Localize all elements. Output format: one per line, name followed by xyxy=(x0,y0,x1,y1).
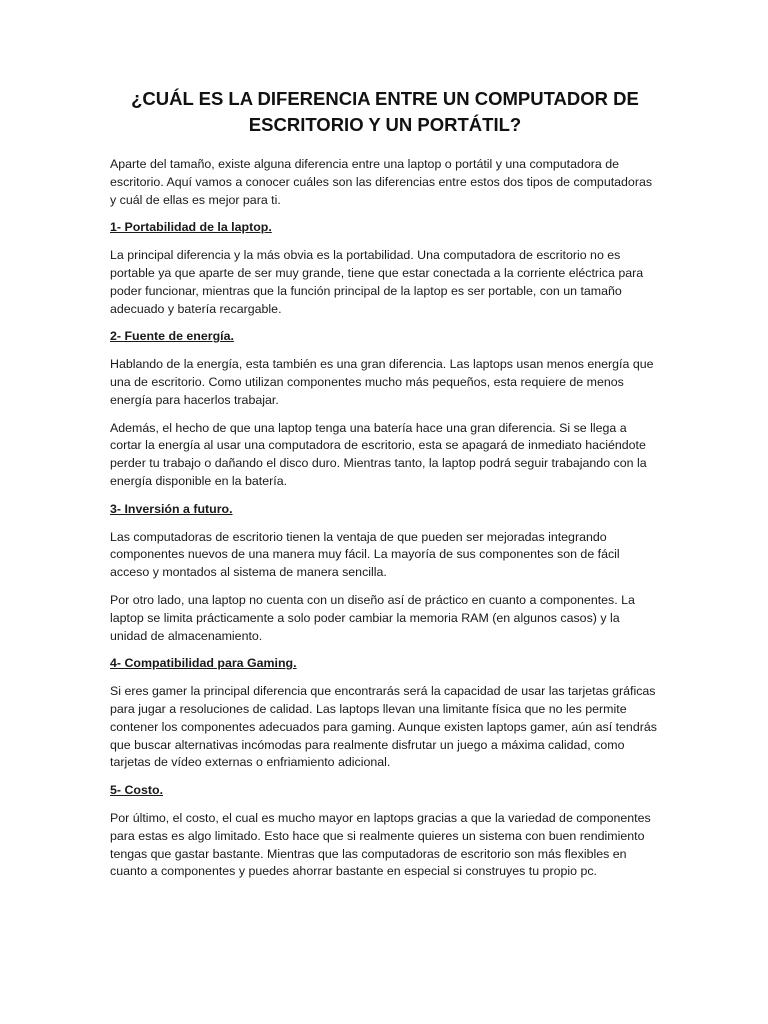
section-fuente-energia xyxy=(110,328,660,490)
section-heading: 4- Compatibilidad para Gaming. xyxy=(110,656,297,671)
section-paragraph: Las computadoras de escritorio tienen la ventaja de que pueden ser mejoradas integrando componentes nuevos de una manera muy fácil. La mayoría de sus componentes son de fácil acceso y montados al sistema de manera sencilla. xyxy=(110,529,620,580)
section-heading: 2- Fuente de energía. xyxy=(110,329,234,344)
section-paragraph: Por último, el costo, el cual es mucho mayor en laptops gracias a que la variedad de componentes para estas es algo limitado. Esto hace que si realmente quieres un sistema con buen rendimiento tengas que gastar bastante. Mientras que las computadoras de escritorio son más flexibles en cuanto a componentes y puedes ahorrar bastante en especial si construyes tu propio pc. xyxy=(110,810,651,879)
document-title xyxy=(110,86,660,138)
document-page xyxy=(110,86,660,891)
section-paragraph: La principal diferencia y la más obvia es la portabilidad. Una computadora de escritorio no es portable ya que aparte de ser muy grande, tiene que estar conectada a la corriente eléctrica para poder funcionar, mientras que la función principal de la laptop es ser portable, con un tamaño adecuado y batería recargable. xyxy=(110,248,644,316)
section-paragraph: Hablando de la energía, esta también es una gran diferencia. Las laptops usan menos energía que una de escritorio. Como utilizan componentes mucho más pequeños, esta requiere de menos energía para hacerlos trabajar. xyxy=(110,357,654,407)
section-portabilidad xyxy=(110,219,660,318)
section-paragraph: Por otro lado, una laptop no cuenta con un diseño así de práctico en cuanto a componentes. La laptop se limita prácticamente a solo poder cambiar la memoria RAM (en algunos casos) y la unidad de almacenamiento. xyxy=(110,592,635,643)
section-compatibilidad-gaming xyxy=(110,655,660,772)
document-title-line-1: ¿CUÁL ES LA DIFERENCIA ENTRE UN COMPUTADOR DE xyxy=(131,88,639,109)
section-inversion-futuro xyxy=(110,501,660,646)
section-heading: 3- Inversión a futuro. xyxy=(110,501,233,516)
section-paragraph: Si eres gamer la principal diferencia que encontrarás será la capacidad de usar las tarjetas gráficas para jugar a resoluciones de calidad. Las laptops llevan una limitante física que no les permite contener los componentes adecuados para gaming. Aunque existen laptops gamer, aún así tendrás que buscar alternativas incómodas para realmente disfrutar un juego a máxima calidad, como tarjetas de vídeo externas o enfriamiento adicional. xyxy=(110,684,657,770)
intro-paragraph: Aparte del tamaño, existe alguna diferencia entre una laptop o portátil y una computadora de escritorio. Aquí vamos a conocer cuáles son las diferencias entre estos dos tipos de computadoras y cuál de ellas es mejor para ti. xyxy=(110,157,653,207)
document-title-line-2: ESCRITORIO Y UN PORTÁTIL? xyxy=(248,114,522,135)
section-heading: 5- Costo. xyxy=(110,783,164,798)
section-heading: 1- Portabilidad de la laptop. xyxy=(110,220,272,235)
section-paragraph: Además, el hecho de que una laptop tenga una batería hace una gran diferencia. Si se llega a cortar la energía al usar una computadora de escritorio, esta se apagará de inmediato haciéndote perder tu trabajo o dañando el disco duro. Mientras tanto, la laptop podrá seguir trabajando con la energía disponible en la batería. xyxy=(110,420,647,488)
section-costo xyxy=(110,782,660,881)
